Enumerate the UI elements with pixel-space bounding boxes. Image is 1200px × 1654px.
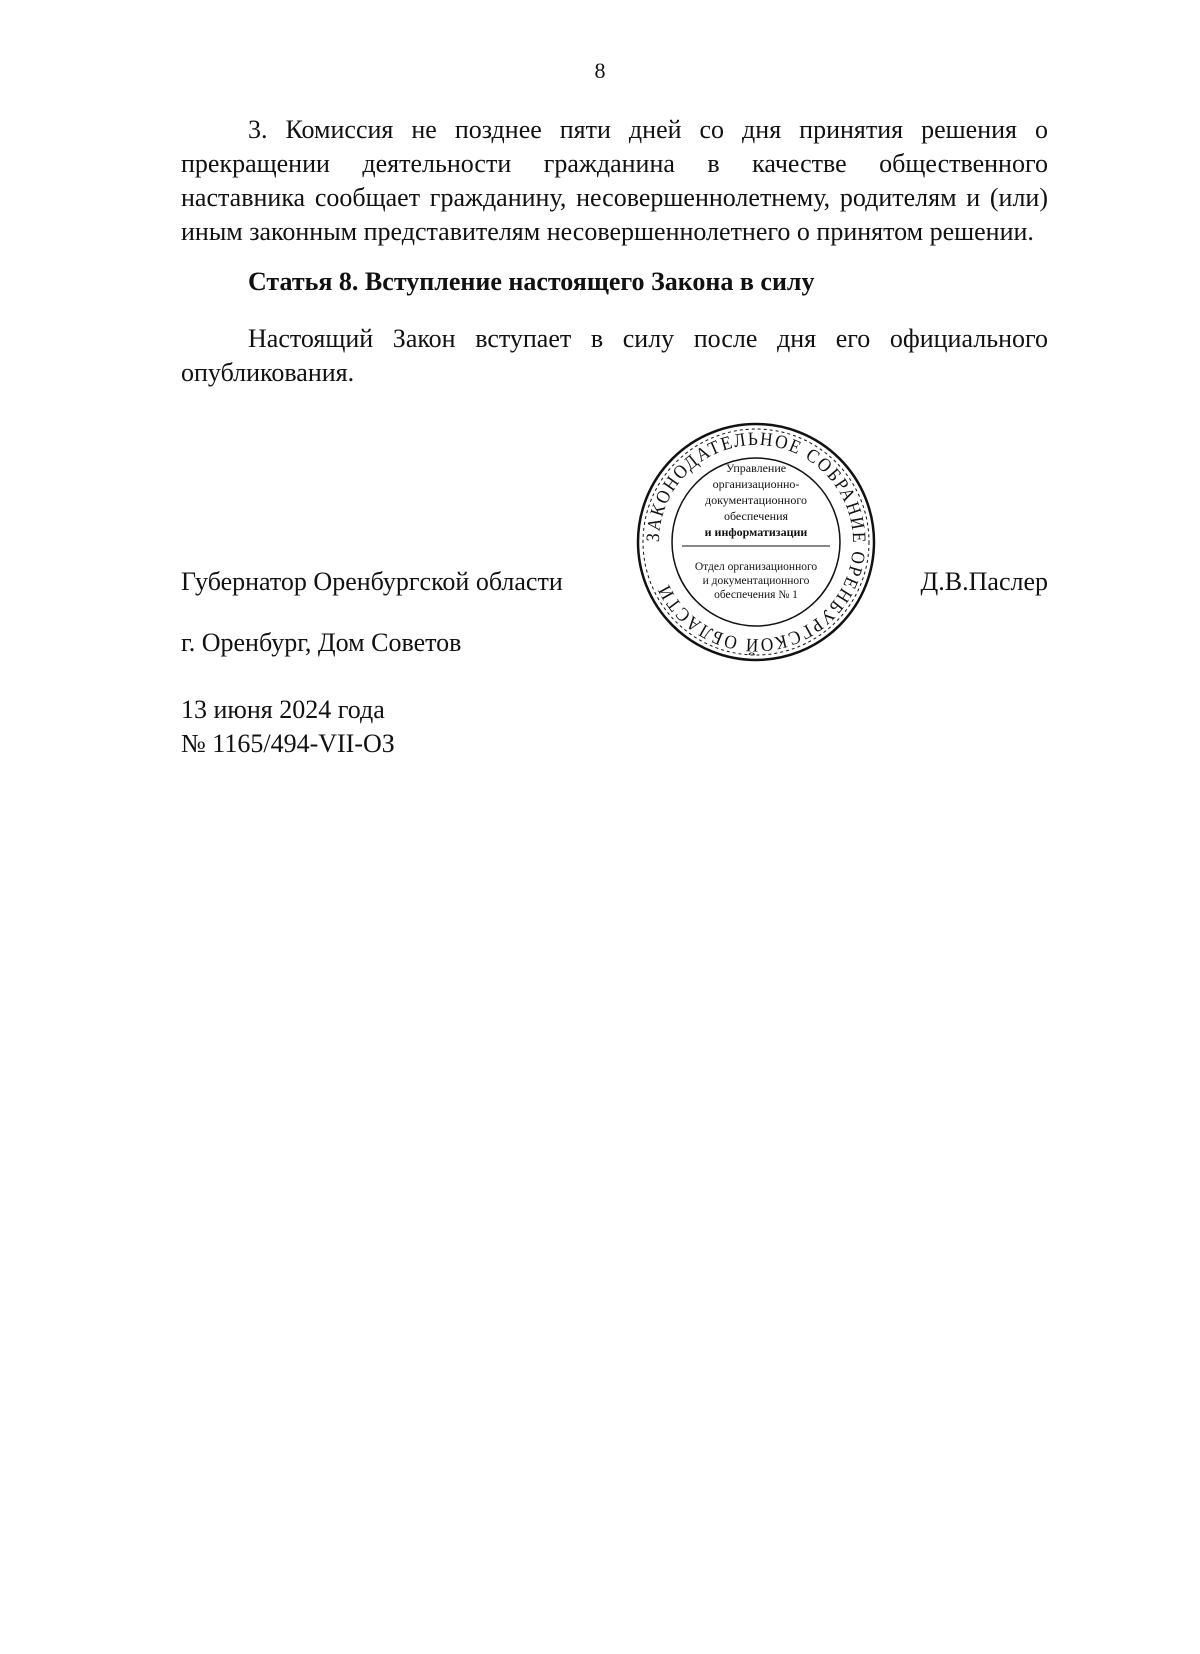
seal-outer-ring xyxy=(638,424,874,660)
official-seal xyxy=(634,420,878,664)
seal-inner-line-6: Отдел организационного xyxy=(694,561,818,573)
page-number: 8 xyxy=(594,58,606,83)
seal-inner-line-8: обеспечения № 1 xyxy=(714,589,798,601)
article-8-heading: Статья 8. Вступление настоящего Закона в силу xyxy=(248,267,815,296)
law-number: № 1165/494-VII-ОЗ xyxy=(181,729,395,758)
paragraph-3-text: 3. Комиссия не позднее пяти дней со дня принятия решения о прекращении деятельности гражданина в качестве общественного наставника сообщает гражданину, несовершеннолетнему, родителям и (или) иным законным представителям несовершеннолетнего о принятом решении. xyxy=(181,115,1048,246)
article-8-text: Настоящий Закон вступает в силу после дня его официального опубликования. xyxy=(181,324,1048,387)
article-8-paragraph xyxy=(181,322,1048,390)
paragraph-3 xyxy=(181,113,1048,249)
signature-line xyxy=(181,565,1048,599)
seal-inner-line-3: документационного xyxy=(705,493,807,507)
place-of-signing: г. Оренбург, Дом Советов xyxy=(181,628,462,657)
seal-inner-line-7: и документационного xyxy=(702,575,810,587)
signatory-position: Губернатор Оренбургской области xyxy=(181,567,563,596)
seal-inner-line-5: и информатизации xyxy=(704,525,808,539)
seal-inner-line-2: организационно- xyxy=(712,477,800,491)
signatory-name: Д.В.Паслер xyxy=(920,567,1048,596)
seal-inner-line-4: обеспечения xyxy=(723,509,789,523)
signing-date: 13 июня 2024 года xyxy=(181,695,385,724)
seal-outer-text: ЗАКОНОДАТЕЛЬНОЕ СОБРАНИЕ ОРЕНБУРГСКОЙ ОБЛАСТИ xyxy=(642,428,870,656)
seal-inner-line-1: Управление xyxy=(725,461,787,475)
seal-graphic xyxy=(634,420,878,664)
